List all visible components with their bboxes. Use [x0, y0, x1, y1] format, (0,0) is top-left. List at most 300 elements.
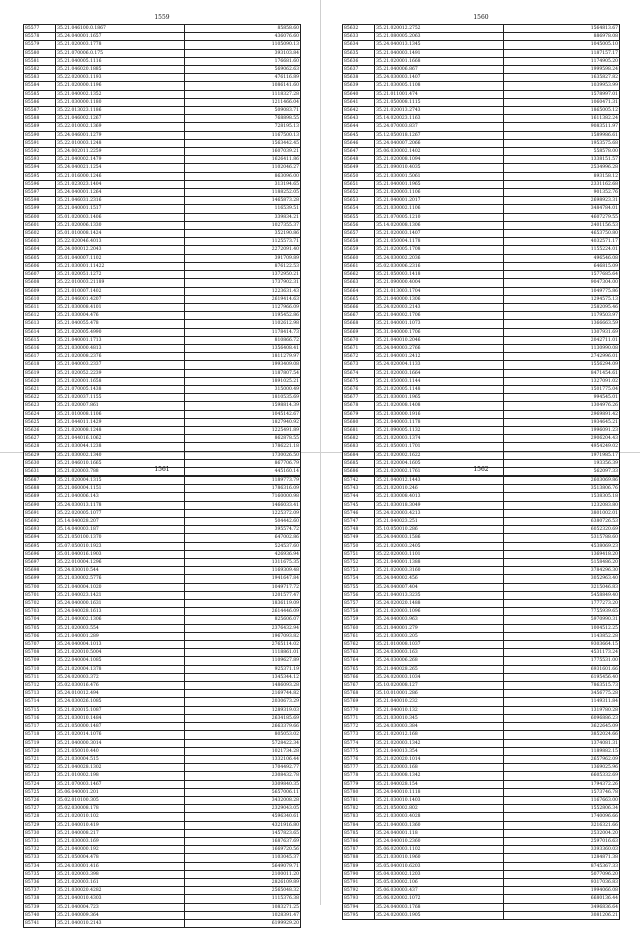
record-id-cell: 85689 — [24, 493, 56, 501]
table-row — [343, 854, 620, 862]
table-row — [24, 33, 301, 41]
account-code-cell: 35.21.040010.2143 — [56, 919, 185, 927]
account-code-cell: 35.21.050001.1701 — [375, 443, 504, 451]
amount-cell: 3393360.03 — [503, 846, 619, 854]
record-id-cell: 85630 — [24, 459, 56, 467]
record-id-cell: 85673 — [343, 361, 375, 369]
account-code-cell: 35.21.070006.0.175 — [56, 49, 185, 57]
amount-cell: 393103.84 — [184, 49, 300, 57]
account-code-cell: 35.21.020003.168 — [375, 764, 504, 772]
table-row — [343, 895, 620, 903]
account-code-cell: 35.22.020003.1193 — [56, 74, 185, 82]
table-row — [343, 485, 620, 493]
table-row — [24, 369, 301, 377]
account-code-cell: 35.24.002011.2259 — [56, 148, 185, 156]
amount-cell: 3216321.66 — [503, 821, 619, 829]
record-id-cell: 85681 — [343, 426, 375, 434]
amount-cell: 1294575.13 — [503, 295, 619, 303]
amount-cell: 4538069.23 — [503, 542, 619, 550]
table-row — [24, 805, 301, 813]
table-row — [24, 501, 301, 509]
amount-cell: 7160000.98 — [184, 493, 300, 501]
account-code-cell: 35.21.040001.1073 — [375, 320, 504, 328]
table-row — [343, 230, 620, 238]
record-id-cell: 85725 — [24, 788, 56, 796]
table-row — [24, 485, 301, 493]
table-row — [24, 641, 301, 649]
table-row — [343, 878, 620, 886]
table-row — [343, 443, 620, 451]
amount-cell: 862878.55 — [184, 435, 300, 443]
record-id-cell: 85786 — [343, 837, 375, 845]
record-id-cell: 85578 — [24, 33, 56, 41]
record-id-cell: 85663 — [343, 279, 375, 287]
account-code-cell: 35.21.040002.1479 — [56, 156, 185, 164]
table-row — [24, 673, 301, 681]
record-id-cell: 85660 — [343, 254, 375, 262]
amount-cell: 1167500.13 — [184, 131, 300, 139]
account-code-cell: 35.24.040003.1768 — [375, 903, 504, 911]
record-id-cell: 85778 — [343, 772, 375, 780]
account-code-cell: 35.21.030001.1965 — [375, 394, 504, 402]
record-id-cell: 85619 — [24, 369, 56, 377]
account-code-cell: 35.10.010001.286 — [375, 690, 504, 698]
record-id-cell: 85768 — [343, 690, 375, 698]
amount-cell: 1369025.96 — [503, 764, 619, 772]
amount-cell: 5970990.31 — [503, 616, 619, 624]
record-id-cell: 85605 — [24, 254, 56, 262]
amount-cell: 1552806.34 — [503, 805, 619, 813]
record-id-cell: 85771 — [343, 714, 375, 722]
record-id-cell: 85647 — [343, 148, 375, 156]
amount-cell: 1934645.21 — [503, 418, 619, 426]
record-id-cell: 85789 — [343, 862, 375, 870]
account-code-cell: 35.24.040010.2360 — [375, 837, 504, 845]
account-code-cell: 35.21.016000.1246 — [56, 172, 185, 180]
record-id-cell: 85604 — [24, 246, 56, 254]
account-code-cell: 35.21.030003.4028 — [375, 813, 504, 821]
table-row — [24, 690, 301, 698]
account-code-cell: 35.21.040001.2017 — [375, 197, 504, 205]
account-code-cell: 35.21.011001.474 — [375, 90, 504, 98]
account-code-cell: 35.21.040010.419 — [56, 821, 185, 829]
table-row — [343, 911, 620, 919]
amount-cell: 1289319.03 — [184, 706, 300, 714]
amount-cell: 1941647.84 — [184, 575, 300, 583]
record-id-cell: 85671 — [343, 344, 375, 352]
amount-cell: 509083.71 — [184, 107, 300, 115]
table-row — [24, 911, 301, 919]
amount-cell: 6605332.69 — [503, 772, 619, 780]
table-row — [24, 608, 301, 616]
record-id-cell: 85724 — [24, 780, 56, 788]
amount-cell: 1307931.69 — [503, 328, 619, 336]
record-id-cell: 85661 — [343, 262, 375, 270]
account-code-cell: 35.21.040001.289 — [56, 632, 185, 640]
record-id-cell: 85699 — [24, 575, 56, 583]
table-row — [343, 862, 620, 870]
amount-cell: 2042711.01 — [503, 336, 619, 344]
table-row — [24, 821, 301, 829]
table-row — [24, 49, 301, 57]
amount-cell: 1993409.08 — [184, 361, 300, 369]
account-code-cell: 35.24.046001.1279 — [56, 131, 185, 139]
amount-cell: 925371.19 — [184, 665, 300, 673]
amount-cell: 1049775.86 — [503, 287, 619, 295]
table-row — [24, 230, 301, 238]
table-row — [24, 567, 301, 575]
amount-cell: 426936.94 — [184, 550, 300, 558]
account-code-cell: 35.21.030002.1106 — [375, 205, 504, 213]
table-row — [343, 829, 620, 837]
record-id-cell: 85582 — [24, 66, 56, 74]
account-code-cell: 35.21.020020.1014 — [375, 755, 504, 763]
record-id-cell: 85697 — [24, 559, 56, 567]
table-row — [343, 287, 620, 295]
amount-cell: 1607039.21 — [184, 148, 300, 156]
table-row — [343, 197, 620, 205]
amount-cell: 768898.55 — [184, 115, 300, 123]
record-id-cell: 85691 — [24, 509, 56, 517]
record-id-cell: 85705 — [24, 624, 56, 632]
table-row — [343, 837, 620, 845]
record-id-cell: 85599 — [24, 205, 56, 213]
amount-cell: 1004512.25 — [503, 624, 619, 632]
account-code-cell: 35.21.040023.1421 — [56, 591, 185, 599]
record-id-cell: 85600 — [24, 213, 56, 221]
record-id-cell: 85770 — [343, 706, 375, 714]
record-id-cell: 85756 — [343, 591, 375, 599]
account-code-cell: 35.21.020003.1096 — [375, 608, 504, 616]
record-id-cell: 85706 — [24, 632, 56, 640]
table-row — [24, 550, 301, 558]
table-row — [343, 49, 620, 57]
amount-cell: 1704492.77 — [184, 764, 300, 772]
table-row — [24, 788, 301, 796]
table-row — [343, 180, 620, 188]
account-code-cell: 35.21.013003.1704 — [375, 287, 504, 295]
account-code-cell: 35.24.020003.4213 — [375, 509, 504, 517]
table-row — [343, 394, 620, 402]
account-code-cell: 35.21.020008.1248 — [56, 426, 185, 434]
record-id-cell: 85638 — [343, 74, 375, 82]
amount-cell: 1102612.98 — [184, 320, 300, 328]
record-id-cell: 85679 — [343, 410, 375, 418]
amount-cell: 1225491.89 — [184, 426, 300, 434]
record-id-cell: 85618 — [24, 361, 56, 369]
table-row — [24, 107, 301, 115]
table-row — [24, 164, 301, 172]
account-code-cell: 35.21.030003.205 — [375, 632, 504, 640]
amount-cell: 6199929.20 — [184, 919, 300, 927]
record-id-cell: 85721 — [24, 755, 56, 763]
account-code-cell: 35.21.020003.398 — [56, 870, 185, 878]
table-row — [24, 780, 301, 788]
account-code-cell: 35.21.044011.1429 — [56, 418, 185, 426]
account-code-cell: 35.21.040002.1352 — [56, 90, 185, 98]
record-id-cell: 85747 — [343, 518, 375, 526]
table-row — [343, 583, 620, 591]
record-id-cell: 85741 — [24, 919, 56, 927]
record-id-cell: 85593 — [24, 156, 56, 164]
record-id-cell: 85580 — [24, 49, 56, 57]
table-row — [24, 156, 301, 164]
amount-cell: 825606.07 — [184, 616, 300, 624]
amount-cell: 1356408.41 — [184, 344, 300, 352]
table-row — [24, 172, 301, 180]
account-code-cell: 35.21.020010.5004 — [56, 649, 185, 657]
table-row — [24, 344, 301, 352]
amount-cell: 1105090.13 — [184, 41, 300, 49]
amount-cell: 1836119.09 — [184, 600, 300, 608]
record-id-cell: 85743 — [343, 485, 375, 493]
table-row — [343, 98, 620, 106]
amount-cell: 1374081.31 — [503, 739, 619, 747]
record-id-cell: 85687 — [24, 477, 56, 485]
table-row — [24, 443, 301, 451]
amount-cell: 805053.02 — [184, 731, 300, 739]
record-id-cell: 85726 — [24, 796, 56, 804]
amount-cell: 2657962.09 — [503, 755, 619, 763]
account-code-cell: 35.24.040013.1345 — [375, 41, 504, 49]
record-id-cell: 85777 — [343, 764, 375, 772]
account-code-cell: 35.21.030001.11422 — [56, 262, 185, 270]
record-id-cell: 85620 — [24, 377, 56, 385]
account-code-cell: 35.21.070005.1210 — [375, 213, 504, 221]
record-id-cell: 85665 — [343, 295, 375, 303]
ledger-table — [23, 24, 301, 476]
record-id-cell: 85751 — [343, 550, 375, 558]
amount-cell: 3432008.28 — [184, 796, 300, 804]
record-id-cell: 85761 — [343, 632, 375, 640]
amount-cell: 2634185.69 — [184, 714, 300, 722]
table-row — [343, 426, 620, 434]
table-row — [343, 336, 620, 344]
account-code-cell: 35.21.050000.1487 — [56, 723, 185, 731]
record-id-cell: 85696 — [24, 550, 56, 558]
record-id-cell: 85783 — [343, 813, 375, 821]
record-id-cell: 85754 — [343, 575, 375, 583]
account-code-cell: 35.21.020004.1605 — [375, 459, 504, 467]
record-id-cell: 85762 — [343, 641, 375, 649]
table-row — [24, 714, 301, 722]
amount-cell: 5315788.60 — [503, 534, 619, 542]
page-number: 1560 — [473, 14, 489, 21]
account-code-cell: 35.21.020008.2376 — [56, 353, 185, 361]
account-code-cell: 35.22.010003.1248 — [56, 139, 185, 147]
table-row — [343, 279, 620, 287]
record-id-cell: 85674 — [343, 369, 375, 377]
account-code-cell: 35.21.030010.1484 — [56, 714, 185, 722]
amount-cell: 863096.00 — [184, 172, 300, 180]
record-id-cell: 85709 — [24, 657, 56, 665]
amount-cell: 5158486.20 — [503, 559, 619, 567]
account-code-cell: 35.21.050004.1178 — [375, 238, 504, 246]
record-id-cell: 85736 — [24, 878, 56, 886]
record-id-cell: 85782 — [343, 805, 375, 813]
record-id-cell: 85656 — [343, 221, 375, 229]
account-code-cell: 35.21.040001.1965 — [375, 180, 504, 188]
table-row — [343, 624, 620, 632]
account-code-cell: 35.21.010008.1106 — [56, 410, 185, 418]
page-number: 1559 — [154, 14, 170, 21]
table-row — [24, 205, 301, 213]
table-row — [343, 493, 620, 501]
record-id-cell: 85758 — [343, 608, 375, 616]
account-code-cell: 35.07.050010.1923 — [56, 542, 185, 550]
account-code-cell: 35.21.030000.1180 — [56, 98, 185, 106]
record-id-cell: 85675 — [343, 377, 375, 385]
amount-cell: 1556294.09 — [503, 361, 619, 369]
amount-cell: 1967093.82 — [184, 632, 300, 640]
table-row — [343, 271, 620, 279]
amount-cell: 5458849.40 — [503, 591, 619, 599]
account-code-cell: 35.21.020005.1148 — [375, 385, 504, 393]
account-code-cell: 35.24.020004.1133 — [375, 361, 504, 369]
account-code-cell: 35.24.000012.2043 — [56, 246, 185, 254]
record-id-cell: 85640 — [343, 90, 375, 98]
table-row — [24, 747, 301, 755]
table-row — [343, 501, 620, 509]
account-code-cell: 35.21.040001.1388 — [375, 559, 504, 567]
table-row — [24, 829, 301, 837]
record-id-cell: 85702 — [24, 600, 56, 608]
record-id-cell: 85601 — [24, 221, 56, 229]
record-id-cell: 85602 — [24, 230, 56, 238]
amount-cell: 1060471.31 — [503, 98, 619, 106]
record-id-cell: 85790 — [343, 870, 375, 878]
account-code-cell: 35.21.040001.279 — [375, 624, 504, 632]
record-id-cell: 85628 — [24, 443, 56, 451]
table-row — [343, 542, 620, 550]
amount-cell: 2169744.82 — [184, 690, 300, 698]
amount-cell: 9303664.15 — [503, 641, 619, 649]
table-row — [343, 649, 620, 657]
record-id-cell: 85707 — [24, 641, 56, 649]
record-id-cell: 85635 — [343, 49, 375, 57]
account-code-cell: 35.21.090005.1132 — [375, 426, 504, 434]
amount-cell: 1102046.27 — [184, 164, 300, 172]
table-row — [24, 813, 301, 821]
account-code-cell: 35.21.020004.1315 — [56, 477, 185, 485]
account-code-cell: 35.21.050004.478 — [56, 854, 185, 862]
record-id-cell: 85629 — [24, 451, 56, 459]
amount-cell: 1999598.24 — [503, 66, 619, 74]
table-row — [24, 254, 301, 262]
table-row — [24, 755, 301, 763]
amount-cell: 1039953.99 — [503, 82, 619, 90]
account-code-cell: 35.02.030008.178 — [56, 805, 185, 813]
record-id-cell: 85746 — [343, 509, 375, 517]
table-row — [24, 328, 301, 336]
table-row — [343, 813, 620, 821]
record-id-cell: 85655 — [343, 213, 375, 221]
table-row — [24, 862, 301, 870]
record-id-cell: 85730 — [24, 829, 56, 837]
record-id-cell: 85669 — [343, 328, 375, 336]
amount-cell: 1311675.35 — [184, 559, 300, 567]
table-row — [343, 238, 620, 246]
account-code-cell: 35.01.040016.1903 — [56, 550, 185, 558]
amount-cell: 2742996.01 — [503, 353, 619, 361]
amount-cell: 1167663.00 — [503, 796, 619, 804]
record-id-cell: 85666 — [343, 303, 375, 311]
account-code-cell: 35.21.020003.1342 — [375, 739, 504, 747]
record-id-cell: 85678 — [343, 402, 375, 410]
table-row — [24, 394, 301, 402]
account-code-cell: 35.21.020008.1408 — [375, 402, 504, 410]
table-row — [24, 361, 301, 369]
table-row — [24, 25, 301, 33]
table-row — [343, 796, 620, 804]
amount-cell: 176681.60 — [184, 57, 300, 65]
record-id-cell: 85676 — [343, 385, 375, 393]
table-row — [343, 641, 620, 649]
record-id-cell: 85773 — [343, 731, 375, 739]
table-row — [343, 107, 620, 115]
amount-cell: 558578.00 — [503, 148, 619, 156]
amount-cell: 1118327.28 — [184, 90, 300, 98]
table-row — [343, 295, 620, 303]
account-code-cell: 35.21.046002.1267 — [56, 115, 185, 123]
table-row — [24, 477, 301, 485]
account-code-cell: 35.01.010008.1424 — [56, 230, 185, 238]
table-row — [343, 213, 620, 221]
table-row — [343, 805, 620, 813]
amount-cell: 1187157.17 — [503, 49, 619, 57]
record-id-cell: 85714 — [24, 698, 56, 706]
record-id-cell: 85664 — [343, 287, 375, 295]
account-code-cell: 35.24.040028.1613 — [56, 608, 185, 616]
table-row — [24, 287, 301, 295]
account-code-cell: 35.21.040003.1360 — [375, 821, 504, 829]
table-row — [343, 435, 620, 443]
amount-cell: 1486093.28 — [184, 682, 300, 690]
amount-cell: 2331162.68 — [503, 180, 619, 188]
table-row — [24, 591, 301, 599]
amount-cell: 2663379.66 — [184, 723, 300, 731]
account-code-cell: 35.21.040013.354 — [375, 747, 504, 755]
record-id-cell: 85752 — [343, 559, 375, 567]
table-row — [343, 172, 620, 180]
record-id-cell: 85615 — [24, 336, 56, 344]
record-id-cell: 85774 — [343, 739, 375, 747]
amount-cell: 1501775.04 — [503, 385, 619, 393]
account-code-cell: 35.24.040004.1013 — [56, 641, 185, 649]
account-code-cell: 35.21.020010.102 — [56, 813, 185, 821]
amount-cell: 3496836.64 — [503, 903, 619, 911]
account-code-cell: 35.21.020003.1778 — [56, 41, 185, 49]
account-code-cell: 35.21.030004.476 — [56, 312, 185, 320]
record-id-cell: 85644 — [343, 123, 375, 131]
account-code-cell: 35.21.046010.1665 — [56, 459, 185, 467]
account-code-cell: 35.21.046031.2316 — [56, 197, 185, 205]
amount-cell: 2030673.29 — [184, 698, 300, 706]
amount-cell: 193356.39 — [503, 459, 619, 467]
table-row — [343, 550, 620, 558]
record-id-cell: 85703 — [24, 608, 56, 616]
record-id-cell: 85744 — [343, 493, 375, 501]
account-code-cell: 35.21.046020.1885 — [56, 66, 185, 74]
amount-cell: 728195.13 — [184, 123, 300, 131]
record-id-cell: 85684 — [343, 451, 375, 459]
amount-cell: 8471454.61 — [503, 369, 619, 377]
table-row — [24, 878, 301, 886]
table-row — [24, 583, 301, 591]
record-id-cell: 85779 — [343, 780, 375, 788]
record-id-cell: 85745 — [343, 501, 375, 509]
account-code-cell: 35.31.040000.1706 — [375, 328, 504, 336]
